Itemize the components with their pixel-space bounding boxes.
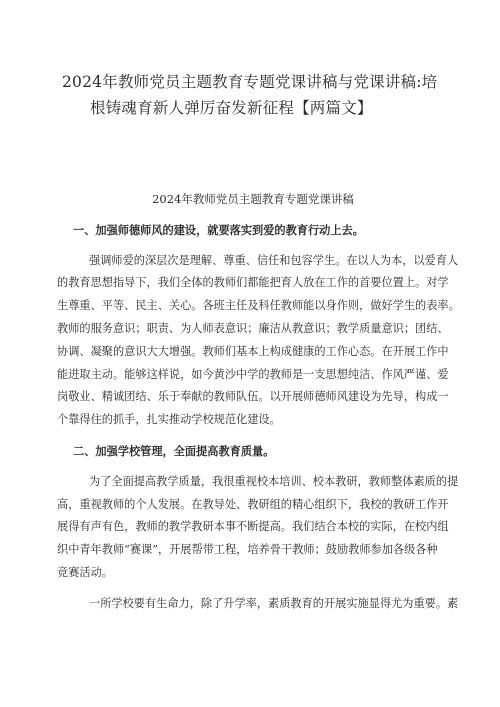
paragraph-line: 个靠得住的抓手，扎实推动学校规范化建设。 (57, 413, 281, 427)
section-1-paragraph (57, 250, 460, 432)
paragraph-line: 强调师爱的深层次是理解、尊重、信任和包容学生。在以人为本，以爱育人 (89, 253, 459, 267)
paragraph-line: 展得有声有色，教师的教学教研本事不断提高。我们结合本校的实际，在校内组 (57, 520, 449, 534)
section-2-paragraph-1 (57, 471, 459, 585)
paragraph-line: 为了全面提高教学质量，我很重视校本培训、校本教研，教师整体素质的提 (89, 474, 459, 488)
paragraph-line: 的教育思想指导下，我们全体的教师们都能把育人放在工作的首要位置上。对学 (57, 276, 449, 290)
paragraph-line: 竞赛活动。 (57, 565, 113, 579)
document-title-line-2: 根铸魂育新人弹厉奋发新征程【两篇文】 (90, 99, 373, 117)
paragraph-line: 高，重视教师的个人发展。在教导处、教研组的精心组织下，我校的教研工作开 (57, 497, 449, 511)
paragraph-line: 协调、凝聚的意识大大增强。教师们基本上构成健康的工作心态。在开展工作中 (57, 344, 449, 358)
section-2-heading: 二、加强学校管理，全面提高教育质量。 (73, 443, 275, 458)
paragraph-line: 一所学校要有生命力，除了升学率，素质教育的开展实施显得尤为重要。素 (89, 596, 459, 610)
document-title-line-1: 2024年教师党员主题教育专题党课讲稿与党课讲稿:培 (62, 73, 438, 91)
document-body (57, 188, 460, 624)
paragraph-line: 岗敬业、精诚团结、乐于奉献的教师队伍。以开展师德师风建设为先导，构成一 (57, 390, 449, 404)
paragraph-line: 教师的服务意识；职责、为人师表意识；廉洁从教意识；教学质量意识；团结、 (57, 321, 449, 335)
paragraph-line: 能进取主动。能够这样说，如今黄沙中学的教师是一支思想纯洁、作风严谨、爱 (57, 367, 449, 381)
paragraph-line: 生尊重、平等、民主、关心。各班主任及科任教师能以身作则，做好学生的表率。 (57, 299, 460, 313)
paragraph-line: 织中青年教师“赛课”，开展帮带工程，培养骨干教师；鼓励教师参加各级各种 (57, 543, 438, 557)
section-2-paragraph-2 (57, 593, 459, 616)
section-subtitle: 2024年教师党员主题教育专题党课讲稿 (152, 192, 354, 206)
section-1-heading: 一、加强师德师风的建设，就要落实到爱的教育行动上去。 (73, 222, 364, 237)
document-title (62, 69, 454, 121)
